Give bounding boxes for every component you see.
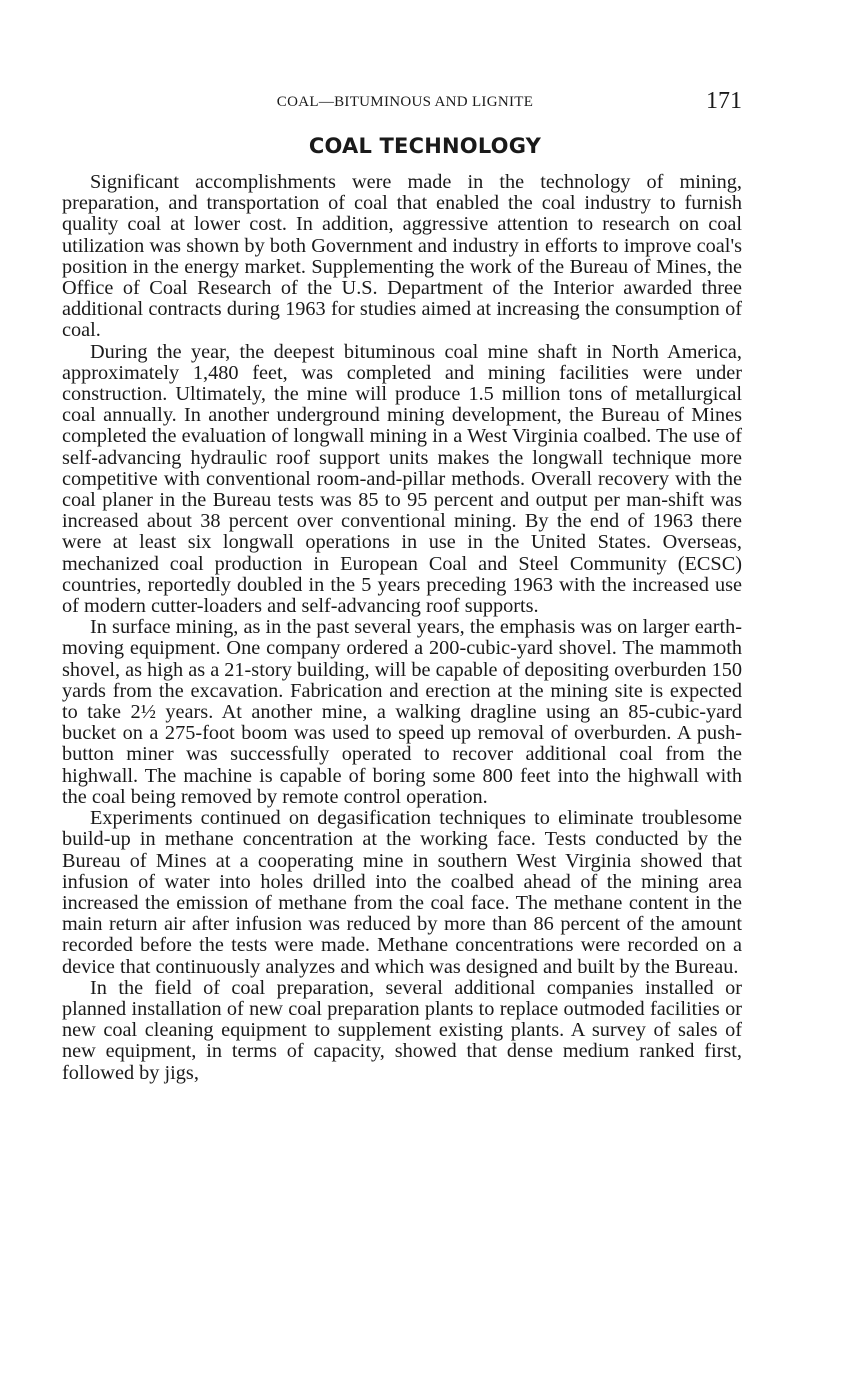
running-head xyxy=(60,88,750,124)
paragraph: Experiments continued on degasification techniques to eliminate troublesome build-up in methane concentration at the working face. Tests conducted by the Bureau of Mines at a cooperating mine in southern West Virginia showed that infusion of water into holes drilled into the coalbed ahead of the mining area increased the emission of methane from the coal face. The methane content in the main return air after infusion was reduced by more than 86 percent of the amount recorded before the tests were made. Methane concentrations were recorded on a device that continuously analyzes and which was designed and built by the Bureau. xyxy=(62,807,742,978)
page-number: 171 xyxy=(706,88,742,114)
paragraph: Significant accomplishments were made in the technology of mining, preparation, and transportation of coal that enabled the coal industry to furnish quality coal at lower cost. In addition, aggressive attention to research on coal utilization was shown by both Government and industry in efforts to improve coal's position in the energy market. Supplementing the work of the Bureau of Mines, the Office of Coal Research of the U.S. Department of the Interior awarded three additional contracts during 1963 for studies aimed at increasing the consumption of coal. xyxy=(62,171,742,342)
section-title: COAL TECHNOLOGY xyxy=(308,134,542,158)
paragraph: During the year, the deepest bituminous coal mine shaft in North America, approximately 1,480 feet, was completed and mining facilities were under construction. Ultimately, the mine will produce 1.5 million tons of metallurgical coal annually. In another underground mining development, the Bureau of Mines completed the evaluation of longwall mining in a West Virginia coalbed. The use of self-advancing hydraulic roof support units makes the longwall technique more competitive with conventional room-and-pillar methods. Overall recovery with the coal planer in the Bureau tests was 85 to 95 percent and output per man-shift was increased about 38 percent over conventional mining. By the end of 1963 there were at least six longwall operations in use in the United States. Overseas, mechanized coal production in European Coal and Steel Community (ECSC) countries, reportedly doubled in the 5 years preceding 1963 with the increased use of modern cutter-loaders and self-advancing roof supports. xyxy=(62,340,742,618)
paragraph: In the field of coal preparation, several additional companies installed or planned installation of new coal preparation plants to replace outmoded facilities or new coal cleaning equipment to supplement existing plants. A survey of sales of new equipment, in terms of capacity, showed that dense medium ranked first, followed by jigs, xyxy=(62,976,742,1084)
body-text xyxy=(62,172,742,1084)
running-title: COAL—BITUMINOUS AND LIGNITE xyxy=(276,94,534,110)
paragraph: In surface mining, as in the past several years, the emphasis was on larger earth-moving equipment. One company ordered a 200-cubic-yard shovel. The mammoth shovel, as high as a 21-story building, will be capable of depositing overburden 150 yards from the excavation. Fabrication and erection at the mining site is expected to take 2½ years. At another mine, a walking dragline using an 85-cubic-yard bucket on a 275-foot boom was used to speed up removal of overburden. A push-button miner was successfully operated to recover additional coal from the highwall. The machine is capable of boring some 800 feet into the highwall with the coal being removed by remote control operation. xyxy=(62,616,742,808)
